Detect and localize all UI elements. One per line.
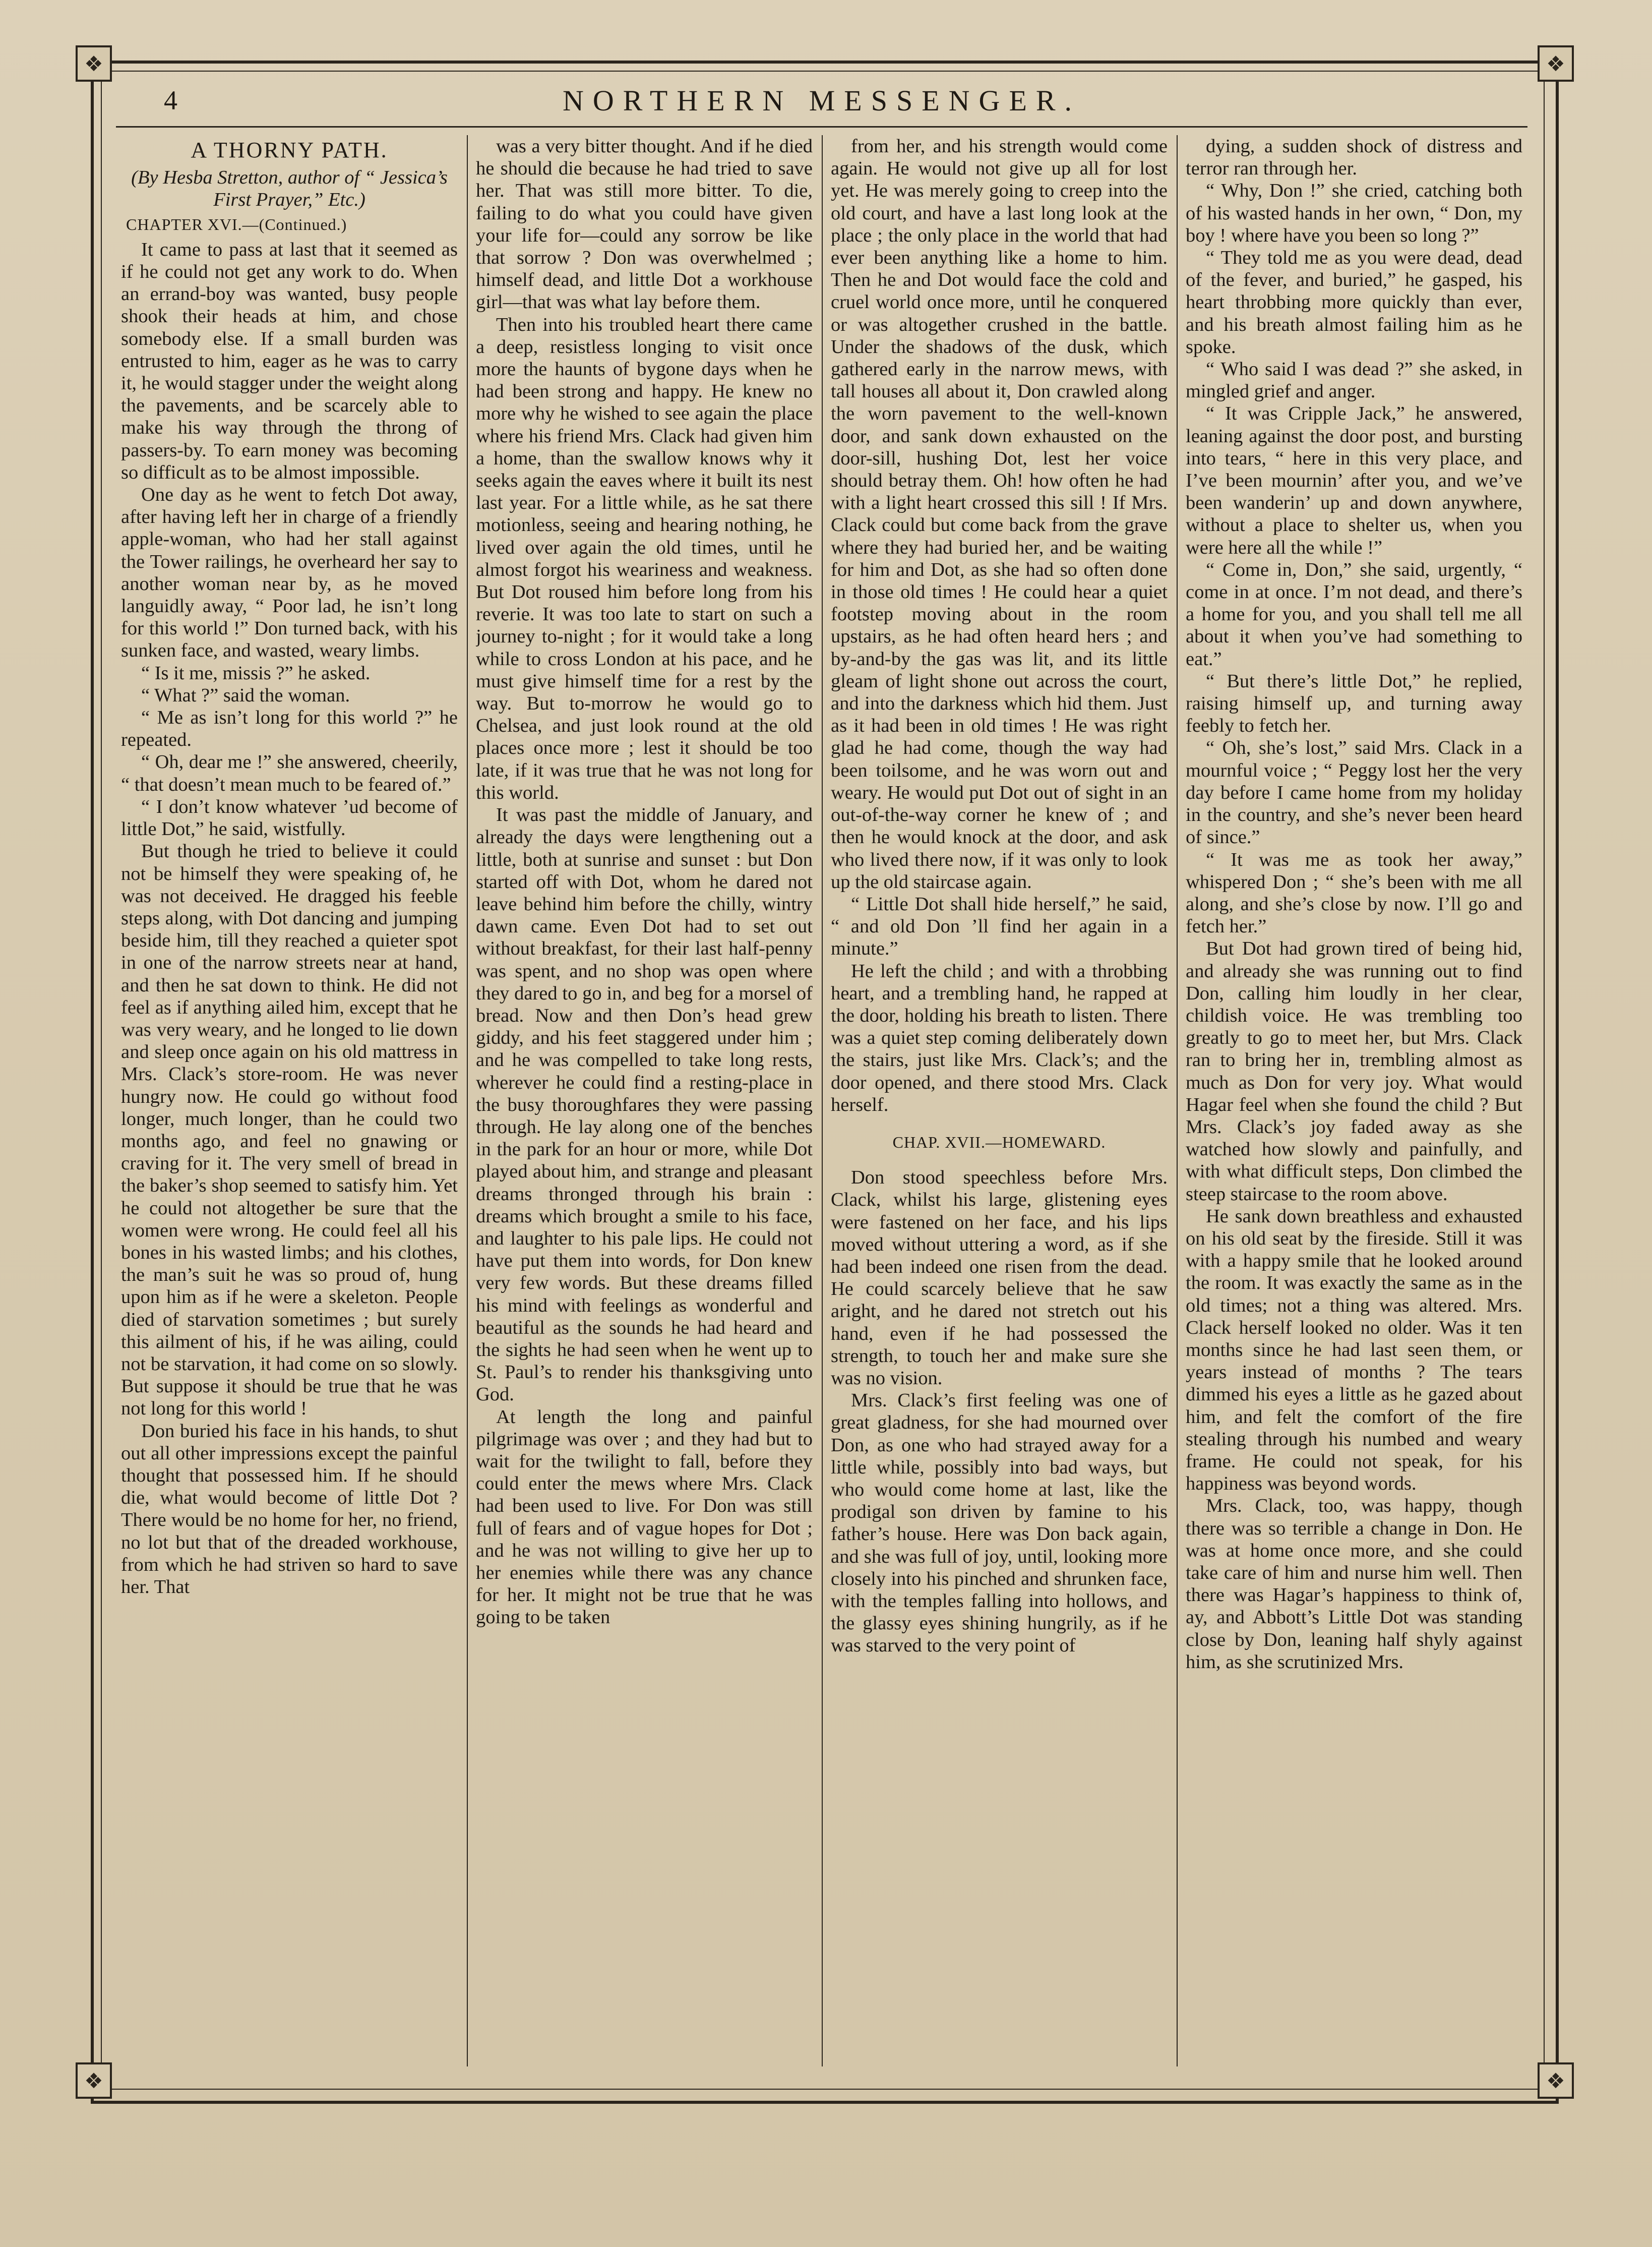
column-3	[831, 135, 1168, 2066]
page-number: 4	[164, 85, 177, 115]
paragraph: He sank down breathless and exhausted on his old seat by the fireside. Still it was with a happy smile that he looked around the room. It was exactly the same as in the old times; not a thing was altered. Mrs. Clack herself looked no older. Was it ten months since he had last seen them, or years instead of months ? The tears dimmed his eyes a little as he gazed about him, and felt the comfort of the fire stealing through his numbed and weary frame. He could not speak, for his happiness was beyond words.	[1186, 1205, 1522, 1495]
column-3-body-b	[831, 1166, 1168, 1657]
paragraph: It came to pass at last that it seemed as if he could not get any work to do. When an errand-boy was wanted, busy people shook their heads at him, and chose somebody else. If a small burden was entrusted to him, eager as he was to carry it, he would stagger under the weight along the pavements, and be scarcely able to make his way through the throng of passers-by. To earn money was becoming so difficult as to be almost impossible.	[121, 239, 458, 483]
paragraph: Then into his troubled heart there came a deep, resistless longing to visit once more the haunts of bygone days when he had been strong and happy. He knew no more why he wished to see again the place where his friend Mrs. Clack had given him a home, than the swallow knows why it seeks again the eaves where it built its nest last year. For a little while, as he sat there motionless, seeing and hearing nothing, he lived over again the old times, until he almost forgot his weariness and weakness. But Dot roused him before long from his reverie. It was too late to start on such a journey to-night ; for it would take a long while to cross London at his pace, and he must give himself time for a rest by the way. But to-morrow he would go to Chelsea, and just look round at the old places once more ; lest it should be too late, if it was true that he was not long for this world.	[476, 314, 813, 803]
paragraph: At length the long and painful pilgrimage was over ; and they had but to wait for the twilight to fall, before they could enter the mews where Mrs. Clack had been used to live. For Don was still full of fears and of vague hopes for Dot ; and he was not willing to give her up to her enemies while there was any chance for her. It might not be true that he was going to be taken	[476, 1406, 813, 1628]
paragraph: “ Who said I was dead ?” she asked, in mingled grief and anger.	[1186, 359, 1522, 402]
paragraph: “ Little Dot shall hide herself,” he said, “ and old Don ’ll find her again in a minute.”	[831, 893, 1168, 960]
paragraph: But though he tried to believe it could not be himself they were speaking of, he was not deceived. He dragged his feeble steps along, with Dot dancing and jumping beside him, till they reached a quieter spot in one of the narrow streets near at hand, and then he sat down to think. He did not feel as if anything ailed him, except that he was very weary, and he longed to lie down and sleep once again on his old mattress in Mrs. Clack’s store-room. He was never hungry now. He could go without food longer, much longer, than he could two months ago, and feel no gnawing or craving for it. The very smell of bread in the baker’s shop seemed to satisfy him. Yet he could not altogether be sure that the women were wrong. He could feel all his bones in his wasted limbs; and his clothes, the man’s suit he was so proud of, hung upon him as if he were a skeleton. People died of starvation sometimes ; but surely this ailment of his, if he was ailing, could not be starvation, it had come on so slowly. But suppose it should be true that he was not long for this world !	[121, 841, 458, 1420]
chapter-heading: CHAPTER XVI.—(Continued.)	[126, 215, 347, 233]
paragraph: “ What ?” said the woman.	[141, 684, 350, 706]
paragraph: “ They told me as you were dead, dead of the fever, and buried,” he gasped, his heart throbbing more quickly than ever, and his breath almost failing him as he spoke.	[1186, 247, 1522, 358]
corner-ornament-icon: ❖	[76, 2062, 112, 2099]
paragraph: One day as he went to fetch Dot away, after having left her in charge of a friendly apple-woman, who had her stall against the Tower railings, he overheard her say to another woman near by, as he moved languidly away, “ Poor lad, he isn’t long for this world !” Don turned back, with his sunken face, and wasted, weary limbs.	[121, 484, 458, 662]
paragraph: But Dot had grown tired of being hid, and already she was running out to find Don, calling him loudly in her clear, childish voice. He was trembling too greatly to go to meet her, but Mrs. Clack ran to bring her in, trembling almost as much as Don for very joy. What would Hagar feel when she found the child ? But Mrs. Clack’s joy faded away as she watched how slowly and painfully, and with what difficult steps, Don climbed the steep staircase to the room above.	[1186, 938, 1522, 1205]
paragraph: Mrs. Clack’s first feeling was one of great gladness, for she had mourned over Don, as one who had strayed away for a little while, possibly into bad ways, but who would come home at last, like the prodigal son driven by famine to his father’s house. Here was Don back again, and she was full of joy, until, looking more closely into his pinched and shrunken face, with the temples falling into hollows, and the glassy eyes shining hungrily, as if he was starved to the very point of	[831, 1390, 1168, 1657]
column-rule	[822, 135, 823, 2066]
article-title: A THORNY PATH.	[191, 138, 388, 162]
paragraph: was a very bitter thought. And if he died he should die because he had tried to save her. That was still more bitter. To die, failing to do what you could have given your life for—could any sorrow be like that sorrow ? Don was overwhelmed ; himself dead, and little Dot a workhouse girl—that was what lay before them.	[476, 136, 813, 313]
corner-ornament-icon: ❖	[1538, 45, 1574, 82]
corner-ornament-icon: ❖	[76, 45, 112, 82]
article-byline: (By Hesba Stretton, author of “ Jessica’s First Prayer,” Etc.)	[131, 167, 448, 211]
paragraph: “ I don’t know whatever ’ud become of little Dot,” he said, wistfully.	[121, 796, 458, 840]
paragraph: “ But there’s little Dot,” he replied, raising himself up, and turning away feebly to fetch her.	[1186, 670, 1522, 737]
column-2-body	[476, 135, 813, 1629]
article-columns	[121, 135, 1522, 2066]
paragraph: “ Come in, Don,” she said, urgently, “ come in at once. I’m not dead, and there’s a home for you, and you shall tell me all about it when you’ve had something to eat.”	[1186, 559, 1522, 670]
paragraph: “ Me as isn’t long for this world ?” he repeated.	[121, 707, 458, 751]
paragraph: “ It was Cripple Jack,” he answered, leaning against the door post, and bursting into tears, “ here in this very place, and I’ve been mournin’ after you, and we’ve been wanderin’ up and down anywhere, without a place to shelter us, when you were here all the while !”	[1186, 403, 1522, 558]
paragraph: “ Why, Don !” she cried, catching both of his wasted hands in her own, “ Don, my boy ! where have you been so long ?”	[1186, 180, 1522, 246]
page-header	[116, 81, 1527, 128]
paragraph: dying, a sudden shock of distress and terror ran through her.	[1186, 136, 1522, 180]
paragraph: Don buried his face in his hands, to shut out all other impressions except the painful thought that possessed him. If he should die, what would become of little Dot ? There would be no home for her, no friend, no lot but that of the dreaded workhouse, from which he had striven so hard to save her. That	[121, 1420, 458, 1598]
paragraph: “ Oh, she’s lost,” said Mrs. Clack in a mournful voice ; “ Peggy lost her the very day before I came home from my holiday in the country, and she’s never been heard of since.”	[1186, 737, 1522, 848]
masthead: NORTHERN MESSENGER.	[562, 84, 1081, 117]
paragraph: “ Oh, dear me !” she answered, cheerily, “ that doesn’t mean much to be feared of.”	[121, 751, 458, 795]
column-1	[121, 135, 458, 2066]
column-3-body-a	[831, 135, 1168, 1116]
paragraph: He left the child ; and with a throbbing heart, and a trembling hand, he rapped at the door, holding his breath to listen. There was a quiet step coming deliberately down the stairs, just like Mrs. Clack’s; and the door opened, and there stood Mrs. Clack herself.	[831, 960, 1168, 1115]
paragraph: It was past the middle of January, and already the days were lengthening out a little, both at sunrise and sunset : but Don started off with Dot, whom he dared not leave behind him before the chilly, wintry dawn came. Even Dot had to set out without breakfast, for their last half-penny was spent, and no shop was open where they dared to go in, and beg for a morsel of bread. Now and then Don’s head grew giddy, and his feet staggered under him ; and he was compelled to take long rests, wherever he could find a resting-place in the busy thoroughfares they were passing through. He lay along one of the benches in the park for an hour or more, while Dot played about him, and strange and pleasant dreams thronged through his brain : dreams which brought a smile to his face, and laughter to his pale lips. He could not have put them into words, for Don knew very few words. But these dreams filled his mind with feelings as wonderful and beautiful as the sounds he had heard and the sights he had seen when he went up to St. Paul’s to render his thanksgiving unto God.	[476, 804, 813, 1405]
chapter-heading: CHAP. XVII.—HOMEWARD.	[892, 1133, 1106, 1151]
paragraph: from her, and his strength would come again. He would not give up all for lost yet. He was merely going to creep into the old court, and have a last long look at the place ; the only place in the world that had ever been anything like a home to him. Then he and Dot would face the cold and cruel world once more, until he conquered or was altogether crushed in the battle. Under the shadows of the dusk, which gathered early in the narrow mews, with tall houses all about it, Don crawled along the worn pavement to the well-known door, and sank down exhausted on the door-sill, hushing Dot, lest her voice should betray them. Oh! how often he had with a light heart crossed this sill ! If Mrs. Clack could but come back from the grave where they had buried her, and be waiting for him and Dot, as she had so often done in those old times ! He could hear a quiet footstep moving about in the room upstairs, as he had often heard hers ; and by-and-by the gas was lit, and its little gleam of light shone out across the court, and into the darkness which hid them. Just as it had been in old times ! He was right glad he had come, though the way had been toilsome, and he was worn out and weary. He would put Dot out of sight in an out-of-the-way corner he knew of ; and then he would knock at the door, and ask who lived there now, if it was only to look up the old staircase again.	[831, 136, 1168, 893]
column-1-body	[121, 239, 458, 1598]
paragraph: Mrs. Clack, too, was happy, though there was so terrible a change in Don. He was at home once more, and she could take care of him and nurse him well. Then there was Hagar’s happiness to think of, ay, and Abbott’s Little Dot was standing close by Don, leaning half shyly against him, as she scrutinized Mrs.	[1186, 1495, 1522, 1673]
paragraph: Don stood speechless before Mrs. Clack, whilst his large, glistening eyes were fastened on her face, and his lips moved without uttering a word, as if she had been indeed one risen from the dead. He could scarcely believe that he saw aright, and he dared not stretch out his hand, even if he had possessed the strength, to touch her and make sure she was no vision.	[831, 1167, 1168, 1389]
column-2	[476, 135, 813, 2066]
column-4-body	[1186, 135, 1522, 1673]
column-4	[1186, 135, 1522, 2066]
column-rule	[1177, 135, 1178, 2066]
paragraph: “ Is it me, missis ?” he asked.	[141, 662, 371, 684]
column-rule	[467, 135, 468, 2066]
corner-ornament-icon: ❖	[1538, 2062, 1574, 2099]
paragraph: “ It was me as took her away,” whispered Don ; “ she’s been with me all along, and she’s close by now. I’ll go and fetch her.”	[1186, 849, 1522, 937]
